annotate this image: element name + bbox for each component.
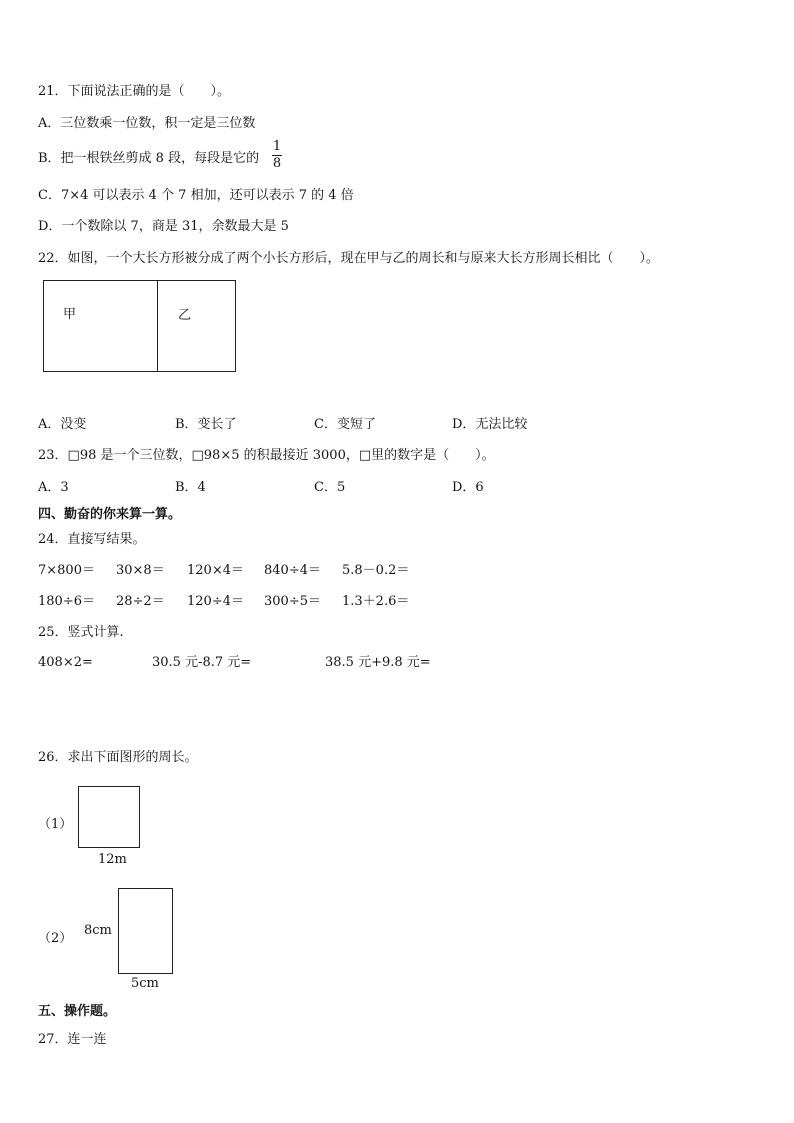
q21-option-d: D．一个数除以 7，商是 31，余数最大是 5 bbox=[38, 219, 289, 234]
q26-square-side-label: 12m bbox=[98, 852, 127, 867]
q24-calc: 180÷6＝ bbox=[38, 594, 95, 609]
q22-label-yi: 乙 bbox=[178, 308, 192, 323]
q21-option-b: B．把一根铁丝剪成 8 段，每段是它的 bbox=[38, 151, 260, 166]
q24-calc: 840÷4＝ bbox=[264, 563, 321, 578]
fraction-denominator: 8 bbox=[272, 156, 282, 171]
q26-rect-height-label: 8cm bbox=[84, 923, 112, 938]
q21-stem: 21．下面说法正确的是（ ）。 bbox=[38, 84, 231, 99]
q22-option-a: A．没变 bbox=[38, 417, 87, 432]
q22-divider-line bbox=[157, 280, 158, 372]
q22-rectangle-figure bbox=[43, 280, 236, 372]
q23-option-b: B．4 bbox=[175, 480, 206, 495]
q21-option-b-fraction bbox=[272, 140, 282, 171]
q24-calc: 7×800＝ bbox=[38, 563, 95, 578]
q24-calc: 1.3＋2.6＝ bbox=[342, 594, 410, 609]
q22-option-d: D．无法比较 bbox=[452, 417, 528, 432]
q26-figure-2-label: （2） bbox=[38, 931, 73, 946]
q23-option-c: C．5 bbox=[314, 480, 346, 495]
q24-calc: 300÷5＝ bbox=[264, 594, 321, 609]
q24-calc: 28÷2＝ bbox=[116, 594, 165, 609]
q23-option-a: A．3 bbox=[38, 480, 69, 495]
q26-square-figure bbox=[78, 786, 140, 848]
q25-item: 30.5 元-8.7 元= bbox=[152, 655, 252, 670]
q24-stem: 24．直接写结果。 bbox=[38, 532, 146, 547]
q25-item: 408×2= bbox=[38, 655, 93, 670]
fraction-numerator: 1 bbox=[272, 139, 282, 154]
q23-option-d: D．6 bbox=[452, 480, 484, 495]
q21-option-a: A．三位数乘一位数，积一定是三位数 bbox=[38, 116, 256, 131]
q25-stem: 25．竖式计算. bbox=[38, 625, 124, 640]
q22-label-jia: 甲 bbox=[63, 307, 77, 322]
q24-calc: 30×8＝ bbox=[116, 563, 165, 578]
q24-calc: 120×4＝ bbox=[187, 563, 244, 578]
q27-stem: 27．连一连 bbox=[38, 1032, 107, 1047]
q26-rect-width-label: 5cm bbox=[131, 976, 159, 991]
q26-stem: 26．求出下面图形的周长。 bbox=[38, 750, 198, 765]
q24-calc: 5.8－0.2＝ bbox=[342, 563, 410, 578]
q25-item: 38.5 元+9.8 元= bbox=[325, 655, 431, 670]
section-4-heading: 四、勤奋的你来算一算。 bbox=[38, 507, 182, 522]
q22-stem: 22．如图，一个大长方形被分成了两个小长方形后，现在甲与乙的周长和与原来大长方形周长相比（ ）。 bbox=[38, 251, 660, 266]
q22-option-c: C．变短了 bbox=[314, 417, 376, 432]
q22-option-b: B．变长了 bbox=[175, 417, 237, 432]
q21-option-c: C．7×4 可以表示 4 个 7 相加，还可以表示 7 的 4 倍 bbox=[38, 188, 354, 203]
q23-stem: 23．□98 是一个三位数，□98×5 的积最接近 3000，□里的数字是（ ）。 bbox=[38, 448, 495, 463]
q24-calc: 120÷4＝ bbox=[187, 594, 244, 609]
q26-rectangle-figure bbox=[118, 888, 173, 974]
q26-figure-1-label: （1） bbox=[38, 817, 73, 832]
section-5-heading: 五、操作题。 bbox=[38, 1004, 117, 1019]
